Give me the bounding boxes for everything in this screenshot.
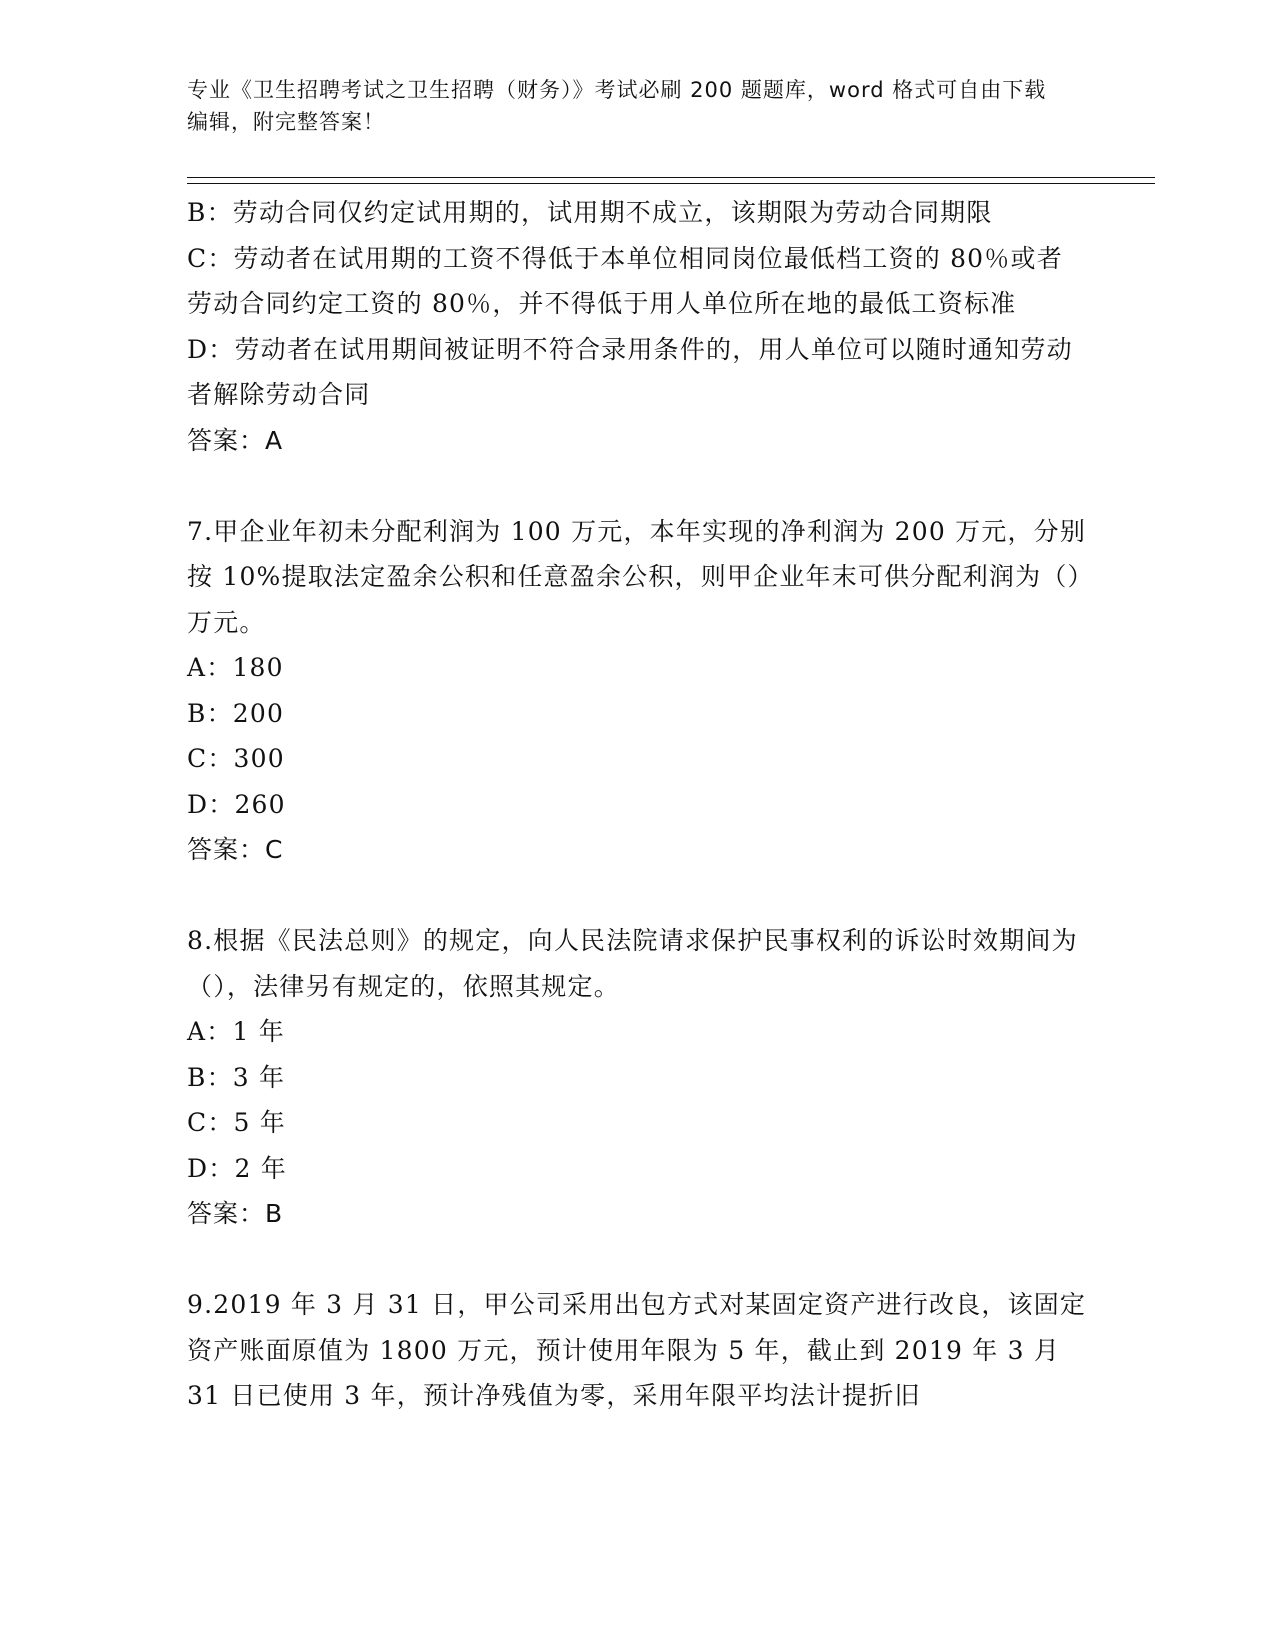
option-d: D：劳动者在试用期间被证明不符合录用条件的，用人单位可以随时通知劳动者解除劳动合同 xyxy=(187,334,1073,409)
document-title: 专业《卫生招聘考试之卫生招聘（财务）》考试必刷 200 题题库，word 格式可自由下载编辑，附完整答案！ xyxy=(187,78,1047,134)
document-header xyxy=(187,74,1067,138)
option-b: B：3 年 xyxy=(187,1062,286,1092)
answer: 答案：C xyxy=(187,835,284,864)
option-c: C：5 年 xyxy=(187,1108,286,1137)
question-stem: 8.根据《民法总则》的规定，向人民法院请求保护民事权利的诉讼时效期间为（），法律另有规定的，依照其规定。 xyxy=(187,926,1078,1001)
option-d: D：2 年 xyxy=(187,1153,287,1183)
question-6-continued xyxy=(187,190,1087,463)
question-stem: 9.2019 年 3 月 31 日，甲公司采用出包方式对某固定资产进行改良，该固定资产账面原值为 1800 万元，预计使用年限为 5 年，截止到 2019 年 3 月 31 日已使用 3 年，预计净残值为零，采用年限平均法计提折旧 xyxy=(187,1290,1087,1410)
option-c: C：300 xyxy=(187,744,285,773)
header-double-rule xyxy=(187,177,1155,184)
option-b: B：劳动合同仅约定试用期的，试用期不成立，该期限为劳动合同期限 xyxy=(187,198,993,227)
option-a: A：1 年 xyxy=(187,1017,285,1046)
document-body xyxy=(187,190,1087,1419)
question-7 xyxy=(187,509,1087,873)
option-d: D：260 xyxy=(187,789,286,819)
question-stem: 7.甲企业年初未分配利润为 100 万元，本年实现的净利润为 200 万元，分别按 10%提取法定盈余公积和任意盈余公积，则甲企业年末可供分配利润为（）万元。 xyxy=(187,516,1087,637)
question-8 xyxy=(187,918,1087,1237)
option-b: B：200 xyxy=(187,698,285,728)
option-c: C：劳动者在试用期的工资不得低于本单位相同岗位最低档工资的 80％或者劳动合同约定工资的 80％，并不得低于用人单位所在地的最低工资标准 xyxy=(187,243,1063,318)
answer: 答案：B xyxy=(187,1199,284,1228)
option-a: A：180 xyxy=(187,653,284,682)
answer: 答案：A xyxy=(187,425,284,455)
question-9 xyxy=(187,1282,1087,1419)
